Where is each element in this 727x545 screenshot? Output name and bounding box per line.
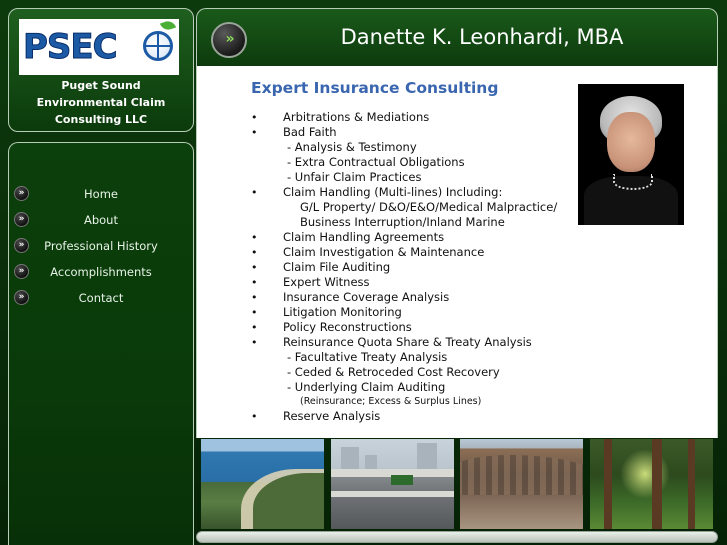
nav-list [9, 181, 193, 311]
nav-label[interactable]: About [83, 213, 118, 227]
service-subitem: - Facultative Treaty Analysis [287, 350, 448, 364]
sidebar-nav [8, 142, 194, 545]
service-subitem: - Ceded & Retroceded Cost Recovery [287, 365, 500, 379]
portrait-face [607, 112, 655, 172]
org-name-line-1: Puget Sound [61, 79, 141, 92]
photo-overpass [331, 491, 454, 497]
nav-label[interactable]: Home [84, 187, 118, 201]
service-item: • Reserve Analysis [251, 409, 581, 424]
logo-panel [8, 8, 194, 132]
photo-strip [201, 439, 713, 529]
photo-road-sign [391, 475, 413, 485]
photo-light [620, 449, 670, 499]
photo-tree-trunk [652, 439, 662, 529]
photo-tree-trunk [604, 439, 612, 529]
service-item: • Arbitrations & Mediations [251, 110, 581, 125]
arrow-bullet-icon: » [14, 290, 29, 305]
nav-item-professional-history[interactable] [9, 233, 193, 259]
nav-label[interactable]: Professional History [44, 239, 158, 253]
service-item: • Policy Reconstructions [251, 320, 581, 335]
header-bar [196, 8, 718, 66]
coastline-photo [201, 439, 324, 529]
service-item: • Claim Handling (Multi-lines) Including: [251, 185, 581, 200]
service-subitem: - Extra Contractual Obligations [287, 155, 465, 169]
org-name [9, 77, 193, 128]
portrait-photo [578, 84, 684, 225]
leaf-icon [160, 19, 176, 32]
arrow-bullet-icon: » [14, 186, 29, 201]
service-note: (Reinsurance; Excess & Surplus Lines) [300, 396, 482, 407]
photo-tree-trunk [688, 439, 695, 529]
service-item: • Claim Handling Agreements [251, 230, 581, 245]
org-name-line-3: Consulting LLC [54, 113, 148, 126]
psec-logo[interactable] [19, 19, 179, 75]
service-subitem: - Underlying Claim Auditing [287, 380, 446, 394]
portrait-necklace [613, 174, 653, 190]
nav-label[interactable]: Accomplishments [50, 265, 152, 279]
service-item: • Litigation Monitoring [251, 305, 581, 320]
photo-ridge [460, 455, 583, 495]
service-item: • Claim File Auditing [251, 260, 581, 275]
service-item-continuation: Business Interruption/Inland Marine [300, 215, 505, 229]
org-name-line-2: Environmental Claim [36, 96, 166, 109]
globe-icon [143, 31, 173, 61]
service-subitem: - Analysis & Testimony [287, 140, 417, 154]
freeway-photo [331, 439, 454, 529]
canyon-photo [460, 439, 583, 529]
service-item: • Expert Witness [251, 275, 581, 290]
service-item: • Bad Faith [251, 125, 581, 140]
arrow-bullet-icon: » [14, 264, 29, 279]
services-list [251, 110, 581, 424]
service-item: • Reinsurance Quota Share & Treaty Analysis [251, 335, 581, 350]
forward-arrows-icon[interactable]: » [211, 22, 247, 58]
page-title: Danette K. Leonhardi, MBA [340, 25, 624, 49]
nav-item-home[interactable] [9, 181, 193, 207]
arrow-bullet-icon: » [14, 212, 29, 227]
forest-photo [590, 439, 713, 529]
main-content [196, 66, 718, 438]
section-heading: Expert Insurance Consulting [251, 79, 499, 97]
nav-item-contact[interactable] [9, 285, 193, 311]
nav-item-accomplishments[interactable] [9, 259, 193, 285]
horizontal-scrollbar[interactable] [196, 531, 718, 543]
nav-item-about[interactable] [9, 207, 193, 233]
logo-text: PSEC [23, 27, 117, 67]
service-item: • Claim Investigation & Maintenance [251, 245, 581, 260]
service-subitem: - Unfair Claim Practices [287, 170, 422, 184]
arrow-bullet-icon: » [14, 238, 29, 253]
service-item: • Insurance Coverage Analysis [251, 290, 581, 305]
nav-label[interactable]: Contact [78, 291, 124, 305]
service-item-continuation: G/L Property/ D&O/E&O/Medical Malpractice/ [300, 200, 558, 214]
